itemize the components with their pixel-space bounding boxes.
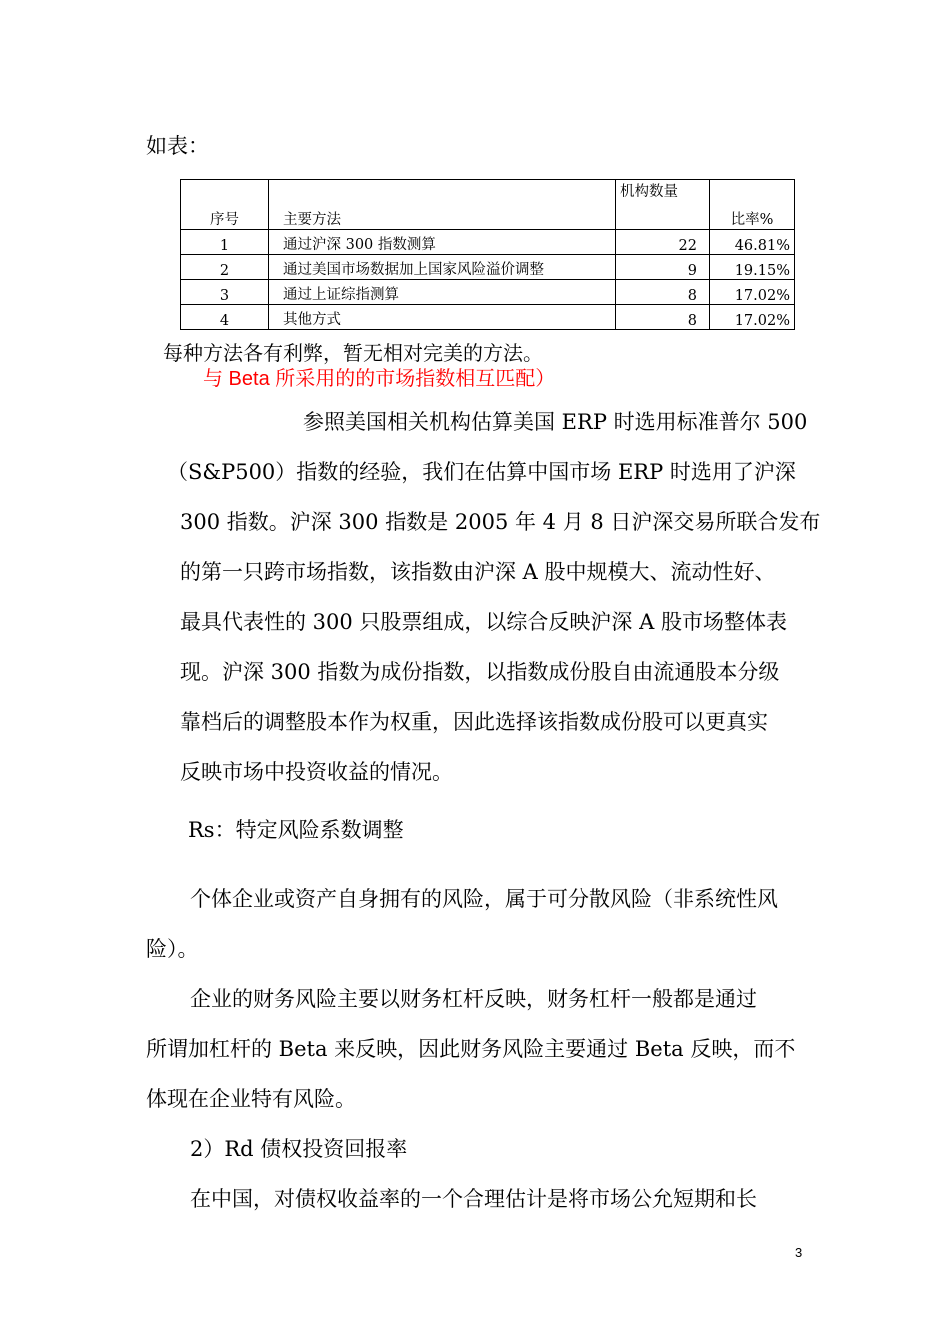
table-cell-method: 通过上证综指测算 [269, 280, 616, 305]
table-row [181, 280, 795, 305]
paragraph-line: 最具代表性的 300 只股票组成，以综合反映沪深 A 股市场整体表 [180, 610, 787, 634]
note-after-table: 每种方法各有利弊，暂无相对完美的方法。 [163, 341, 543, 365]
page-number: 3 [795, 1245, 803, 1260]
table-row [181, 255, 795, 280]
header-ratio: 比率% [710, 180, 795, 230]
table-cell-count: 9 [616, 255, 710, 280]
intro-label: 如表： [146, 134, 209, 158]
paragraph-line: 参照美国相关机构估算美国 ERP 时选用标准普尔 500 [303, 410, 808, 434]
rs-heading: Rs：特定风险系数调整 [188, 818, 404, 842]
table-cell-ratio: 46.81% [710, 230, 795, 255]
paragraph-line: 现。沪深 300 指数为成份指数，以指数成份股自由流通股本分级 [180, 660, 780, 684]
header-method: 主要方法 [269, 180, 616, 230]
table-cell-method: 通过美国市场数据加上国家风险溢价调整 [269, 255, 616, 280]
paragraph-line: 所谓加杠杆的 Beta 来反映，因此财务风险主要通过 Beta 反映，而不 [146, 1037, 796, 1061]
paragraph-line: 险）。 [146, 937, 199, 961]
paragraph-line: 在中国，对债权收益率的一个合理估计是将市场公允短期和长 [190, 1187, 757, 1211]
table-cell-method: 通过沪深 300 指数测算 [269, 230, 616, 255]
paragraph-line: 300 指数。沪深 300 指数是 2005 年 4 月 8 日沪深交易所联合发布 [180, 510, 821, 534]
paragraph-line: 企业的财务风险主要以财务杠杆反映，财务杠杆一般都是通过 [190, 987, 757, 1011]
table-header-row [181, 180, 795, 230]
table-cell-index: 3 [181, 280, 269, 305]
table-row [181, 230, 795, 255]
table-cell-index: 4 [181, 305, 269, 330]
table-cell-count: 8 [616, 280, 710, 305]
paragraph-line: 反映市场中投资收益的情况。 [180, 760, 453, 784]
table-cell-index: 2 [181, 255, 269, 280]
table-cell-index: 1 [181, 230, 269, 255]
paragraph-line: 的第一只跨市场指数，该指数由沪深 A 股中规模大、流动性好、 [180, 560, 776, 584]
table-cell-ratio: 17.02% [710, 305, 795, 330]
header-count: 机构数量 [616, 180, 710, 230]
paragraph-line: 个体企业或资产自身拥有的风险，属于可分散风险（非系统性风 [190, 887, 778, 911]
table-row [181, 305, 795, 330]
table-cell-ratio: 17.02% [710, 280, 795, 305]
paragraph-line: 靠档后的调整股本作为权重，因此选择该指数成份股可以更真实 [180, 710, 768, 734]
table-cell-method: 其他方式 [269, 305, 616, 330]
table-cell-count: 22 [616, 230, 710, 255]
method-table [180, 179, 795, 330]
paragraph-line: 体现在企业特有风险。 [146, 1087, 356, 1111]
red-note: 与 Beta 所采用的的市场指数相互匹配） [203, 368, 556, 390]
table-cell-ratio: 19.15% [710, 255, 795, 280]
table-cell-count: 8 [616, 305, 710, 330]
rd-heading: 2）Rd 债权投资回报率 [190, 1137, 408, 1161]
paragraph-line: （S&P500）指数的经验，我们在估算中国市场 ERP 时选用了沪深 [167, 460, 796, 484]
header-index: 序号 [181, 180, 269, 230]
